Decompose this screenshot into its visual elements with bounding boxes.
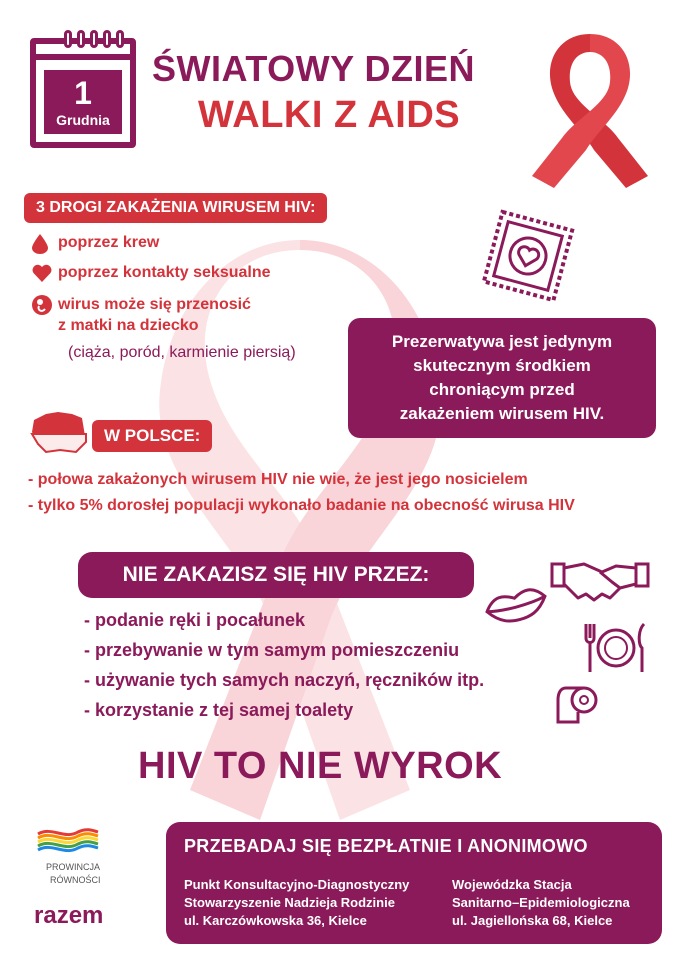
way-text-line-1: wirus może się przenosić [58, 296, 251, 313]
plate-cutlery-icon [580, 620, 650, 676]
list-item [32, 264, 271, 287]
razem-logo: razem [34, 902, 104, 929]
testing-place-1 [184, 876, 409, 930]
way-note: (ciąża, poród, karmienie piersią) [68, 344, 296, 361]
list-item: - połowa zakażonych wirusem HIV nie wie, że jest jego nosicielem [28, 471, 528, 488]
calendar-icon [30, 38, 136, 148]
toilet-paper-icon [556, 686, 600, 726]
testing-info-box [166, 822, 662, 944]
place-name-line-2: Stowarzyszenie Nadzieja Rodzinie [184, 895, 395, 910]
lips-icon [482, 582, 550, 626]
condom-line-3: chroniącym przed [429, 380, 575, 399]
list-item: - tylko 5% dorosłej populacji wykonało badanie na obecność wirusa HIV [28, 497, 575, 514]
org-name-line-1: PROWINCJA [46, 862, 100, 872]
blood-drop-icon [32, 234, 58, 259]
title-line-1: ŚWIATOWY DZIEŃ [152, 48, 476, 89]
list-item: - podanie ręki i pocałunek [84, 610, 306, 630]
condom-line-4: zakażeniem wirusem HIV. [399, 404, 605, 423]
way-text: poprzez kontakty seksualne [58, 264, 271, 281]
calendar-day: 1 [74, 75, 92, 111]
list-item: - korzystanie z tej samej toalety [84, 700, 354, 720]
rainbow-flag-logo [36, 826, 100, 854]
poland-map-icon [30, 408, 88, 456]
list-item: - przebywanie w tym samym pomieszczeniu [84, 640, 460, 660]
org-name-line-2: RÓWNOŚCI [50, 875, 101, 885]
title-line-2: WALKI Z AIDS [198, 94, 461, 136]
testing-title: PRZEBADAJ SIĘ BEZPŁATNIE I ANONIMOWO [184, 836, 588, 856]
aids-ribbon-icon [530, 30, 650, 190]
list-item [32, 294, 251, 336]
testing-place-2 [452, 876, 630, 930]
way-text: poprzez krew [58, 234, 160, 251]
list-item: - używanie tych samych naczyń, ręczników itp. [84, 670, 485, 690]
condom-info-box [348, 318, 656, 438]
place-name-line-2: Sanitarno–Epidemiologiczna [452, 895, 630, 910]
calendar-month: Grudnia [56, 112, 110, 128]
place-address: ul. Jagiellońska 68, Kielce [452, 913, 613, 928]
slogan: HIV TO NIE WYROK [138, 745, 503, 787]
place-name-line-1: Wojewódzka Stacja [452, 877, 572, 892]
not-via-header: NIE ZAKAZISZ SIĘ HIV PRZEZ: [78, 552, 474, 598]
condom-line-2: skutecznym środkiem [413, 356, 591, 375]
ways-header: 3 DROGI ZAKAŻENIA WIRUSEM HIV: [24, 193, 327, 223]
condom-line-1: Prezerwatywa jest jedynym [391, 332, 613, 351]
poland-header: W POLSCE: [92, 420, 212, 452]
way-text-line-2: z matki na dziecko [58, 317, 199, 334]
place-name-line-1: Punkt Konsultacyjno-Diagnostyczny [184, 877, 410, 892]
condom-icon [478, 206, 578, 306]
place-address: ul. Karczówkowska 36, Kielce [184, 913, 367, 928]
fetus-icon [32, 294, 58, 322]
handshake-icon [550, 558, 650, 604]
list-item [32, 234, 159, 259]
heart-icon [32, 264, 58, 287]
